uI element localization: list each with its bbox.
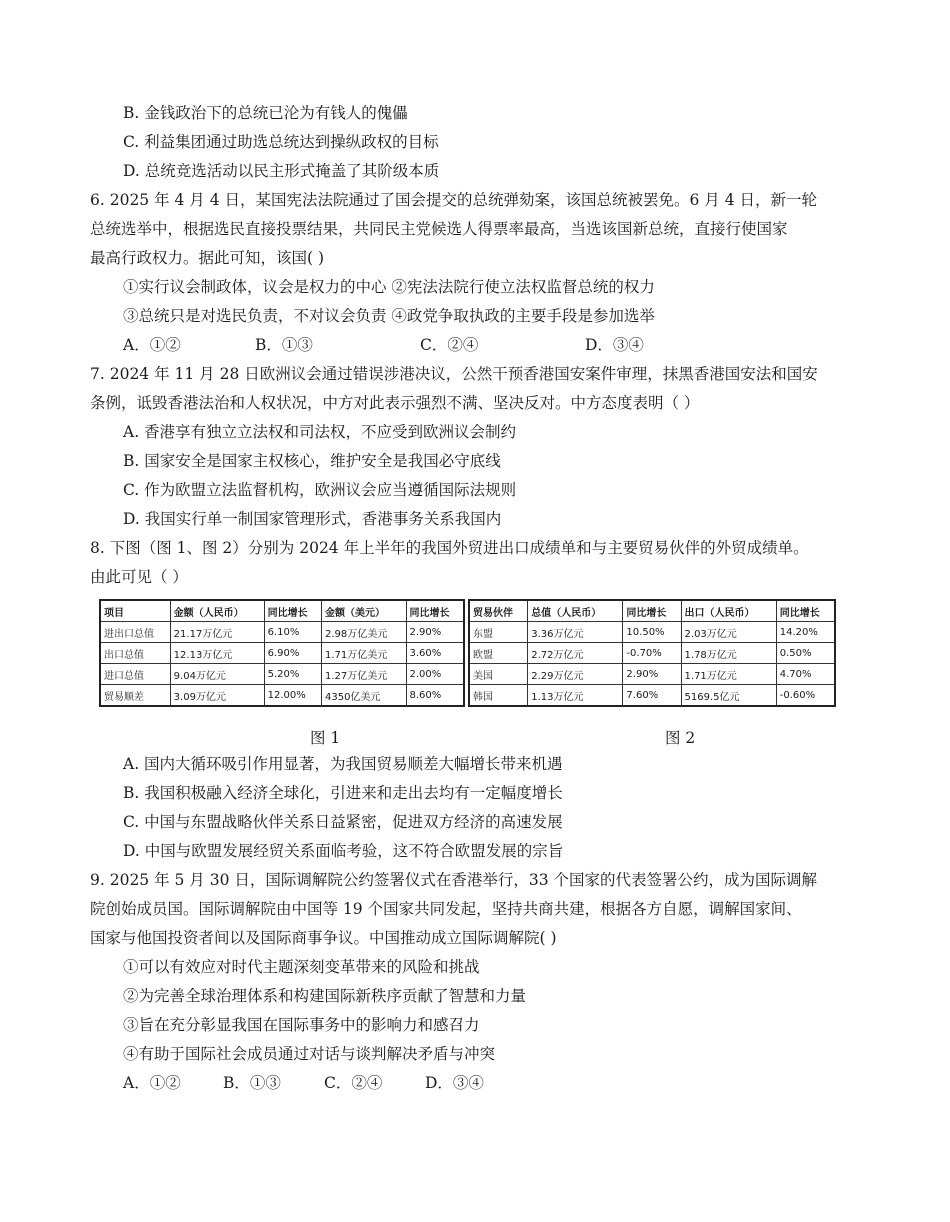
table-header-row [469, 600, 835, 622]
table-cell: 4.70% [776, 664, 835, 685]
q6-choice-c: C．②④ [420, 336, 479, 354]
q9-statement-3: ③旨在充分彰显我国在国际事务中的影响力和感召力 [123, 1016, 480, 1034]
q5-option-d: D. 总统竞选活动以民主形式掩盖了其阶级本质 [123, 162, 440, 180]
table-cell: 2.00% [406, 664, 464, 685]
table-cell: 美国 [469, 664, 528, 685]
figure-2-caption: 图 2 [665, 729, 696, 747]
q8-stem-line-2: 由此可见（ ） [90, 568, 188, 586]
table-cell: 5169.5亿元 [681, 685, 776, 707]
q9-choice-d: D．③④ [425, 1074, 484, 1092]
table-cell: 3.60% [406, 643, 464, 664]
q5-option-c: C. 利益集团通过助选总统达到操纵政权的目标 [123, 133, 439, 151]
q6-stem-line-3: 最高行政权力。据此可知，该国( ) [90, 249, 325, 267]
table-cell: 1.13万亿元 [528, 685, 623, 707]
table-cell: 1.27万亿美元 [321, 664, 406, 685]
q9-stem-line-2: 院创始成员国。国际调解院由中国等 19 个国家共同发起，坚持共商共建，根据各方自愿，调解国家间、 [90, 900, 802, 918]
table-row [100, 622, 464, 643]
q8-option-c: C. 中国与东盟战略伙伴关系日益紧密，促进双方经济的高速发展 [123, 813, 563, 831]
q7-stem-line-1: 7. 2024 年 11 月 28 日欧洲议会通过错误涉港决议，公然干预香港国安案件审理，抹黑香港国安法和国安 [90, 365, 818, 383]
table-header-cell: 项目 [100, 600, 170, 622]
table-cell: 14.20% [776, 622, 835, 643]
table-header-cell: 同比增长 [776, 600, 835, 622]
table-header-cell: 同比增长 [406, 600, 464, 622]
table-cell: 3.36万亿元 [528, 622, 623, 643]
q6-choice-b: B．①③ [255, 336, 313, 354]
table-cell: -0.70% [623, 643, 681, 664]
table-cell: 进口总值 [100, 664, 170, 685]
table-cell: 0.50% [776, 643, 835, 664]
table-cell: 欧盟 [469, 643, 528, 664]
q6-stem-line-2: 总统选举中，根据选民直接投票结果，共同民主党候选人得票率最高，当选该国新总统，直接行使国家 [90, 220, 788, 238]
q6-statements-2: ③总统只是对选民负责，不对议会负责 ④政党争取执政的主要手段是参加选举 [123, 307, 655, 325]
table-row [469, 643, 835, 664]
q6-choice-a: A．①② [123, 336, 181, 354]
table-cell: 东盟 [469, 622, 528, 643]
figure-1-caption: 图 1 [310, 729, 341, 747]
table-cell: 12.13万亿元 [170, 643, 264, 664]
table-row [100, 643, 464, 664]
q6-stem-line-1: 6. 2025 年 4 月 4 日，某国宪法法院通过了国会提交的总统弹劾案，该国总统被罢免。6 月 4 日，新一轮 [90, 191, 818, 209]
table-cell: 7.60% [623, 685, 681, 707]
figure-1-table [99, 599, 465, 707]
table-cell: 5.20% [264, 664, 321, 685]
table-cell: 2.03万亿元 [681, 622, 776, 643]
q7-stem-line-2: 条例，诋毁香港法治和人权状况，中方对此表示强烈不满、坚决反对。中方态度表明（ ） [90, 394, 700, 412]
table-cell: 6.90% [264, 643, 321, 664]
q9-choice-c: C．②④ [324, 1074, 383, 1092]
table-cell: 2.90% [406, 622, 464, 643]
table-header-row [100, 600, 464, 622]
table-cell: 8.60% [406, 685, 464, 707]
table-row [100, 664, 464, 685]
table-header-cell: 总值（人民币） [528, 600, 623, 622]
table-cell: 4350亿美元 [321, 685, 406, 707]
table-cell: 出口总值 [100, 643, 170, 664]
table-cell: 韩国 [469, 685, 528, 707]
table-header-cell: 金额（人民币） [170, 600, 264, 622]
table-cell: 12.00% [264, 685, 321, 707]
figure-2-table [468, 599, 836, 707]
table-row [469, 622, 835, 643]
table-cell: 9.04万亿元 [170, 664, 264, 685]
table-cell: 3.09万亿元 [170, 685, 264, 707]
table-cell: 2.90% [623, 664, 681, 685]
q7-option-a: A. 香港享有独立立法权和司法权，不应受到欧洲议会制约 [123, 423, 517, 441]
table-cell: 2.98万亿美元 [321, 622, 406, 643]
q6-choice-d: D．③④ [585, 336, 644, 354]
q7-option-c: C. 作为欧盟立法监督机构，欧洲议会应当遵循国际法规则 [123, 481, 517, 499]
q9-statement-1: ①可以有效应对时代主题深刻变革带来的风险和挑战 [123, 958, 480, 976]
q9-choice-a: A．①② [123, 1074, 181, 1092]
table-row [469, 664, 835, 685]
table-header-cell: 出口（人民币） [681, 600, 776, 622]
q9-choice-b: B．①③ [223, 1074, 281, 1092]
table-header-cell: 同比增长 [264, 600, 321, 622]
q8-option-a: A. 国内大循环吸引作用显著，为我国贸易顺差大幅增长带来机遇 [123, 755, 563, 773]
table-cell: 1.71万亿美元 [321, 643, 406, 664]
table-cell: 1.71万亿元 [681, 664, 776, 685]
q9-stem-line-3: 国家与他国投资者间以及国际商事争议。中国推动成立国际调解院( ) [90, 929, 557, 947]
q9-stem-line-1: 9. 2025 年 5 月 30 日，国际调解院公约签署仪式在香港举行，33 个国家的代表签署公约，成为国际调解 [90, 871, 818, 889]
table-cell: 21.17万亿元 [170, 622, 264, 643]
table-cell: 2.29万亿元 [528, 664, 623, 685]
q8-option-b: B. 我国积极融入经济全球化，引进来和走出去均有一定幅度增长 [123, 784, 563, 802]
q9-statement-4: ④有助于国际社会成员通过对话与谈判解决矛盾与冲突 [123, 1045, 496, 1063]
q7-option-d: D. 我国实行单一制国家管理形式，香港事务关系我国内 [123, 510, 502, 528]
table-row [469, 685, 835, 707]
q9-statement-2: ②为完善全球治理体系和构建国际新秩序贡献了智慧和力量 [123, 987, 527, 1005]
q6-statements-1: ①实行议会制政体，议会是权力的中心 ②宪法法院行使立法权监督总统的权力 [123, 278, 655, 296]
q7-option-b: B. 国家安全是国家主权核心，维护安全是我国必守底线 [123, 452, 501, 470]
table-cell: 2.72万亿元 [528, 643, 623, 664]
q8-stem-line-1: 8. 下图（图 1、图 2）分别为 2024 年上半年的我国外贸进出口成绩单和与主要贸易伙伴的外贸成绩单。 [90, 539, 809, 557]
table-row [100, 685, 464, 707]
q8-option-d: D. 中国与欧盟发展经贸关系面临考验，这不符合欧盟发展的宗旨 [123, 842, 564, 860]
table-cell: 1.78万亿元 [681, 643, 776, 664]
table-cell: 贸易顺差 [100, 685, 170, 707]
table-cell: -0.60% [776, 685, 835, 707]
table-header-cell: 同比增长 [623, 600, 681, 622]
table-header-cell: 贸易伙伴 [469, 600, 528, 622]
table-cell: 6.10% [264, 622, 321, 643]
q5-option-b: B. 金钱政治下的总统已沦为有钱人的傀儡 [123, 104, 408, 122]
table-cell: 进出口总值 [100, 622, 170, 643]
table-header-cell: 金额（美元） [321, 600, 406, 622]
table-cell: 10.50% [623, 622, 681, 643]
